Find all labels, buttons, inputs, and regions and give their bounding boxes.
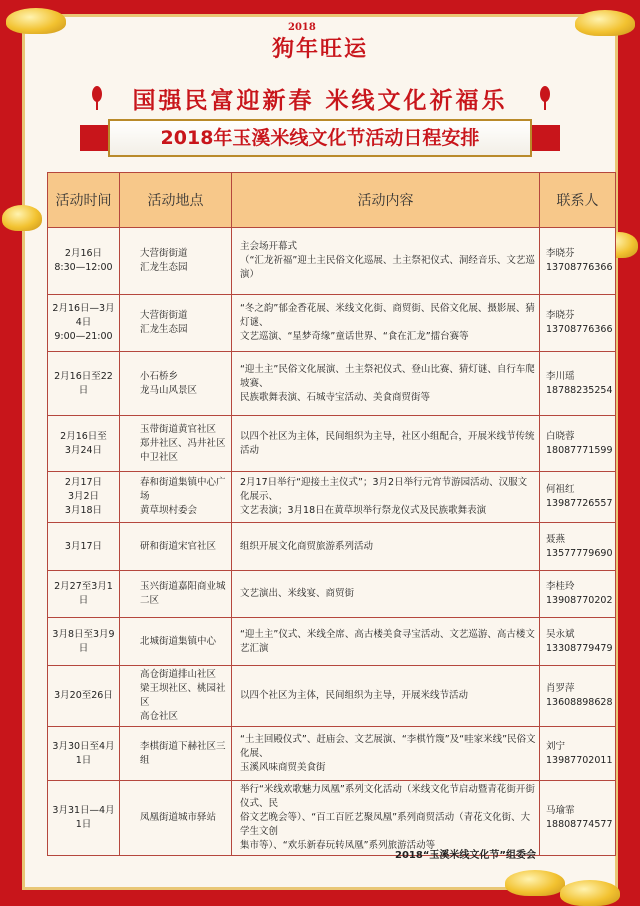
cell-location: 大营街街道 汇龙生态园 xyxy=(120,228,232,295)
gold-ingot-icon xyxy=(2,205,42,231)
table-row xyxy=(48,571,616,618)
cell-location: 玉带街道黄官社区 郑井社区、冯井社区 中卫社区 xyxy=(120,416,232,472)
header-contact: 联系人 xyxy=(540,173,616,228)
cell-time: 2月16日至22日 xyxy=(48,352,120,416)
header-time: 活动时间 xyxy=(48,173,120,228)
cell-time: 3月30日至4月1日 xyxy=(48,727,120,781)
cell-location: 北城街道集镇中心 xyxy=(120,618,232,666)
banner-wing-left xyxy=(80,125,110,151)
logo xyxy=(260,22,380,66)
cell-content: 文艺演出、米线宴、商贸街 xyxy=(232,571,540,618)
logo-year: 2018 xyxy=(288,22,316,33)
cell-contact: 李桂玲 13908770202 xyxy=(540,571,616,618)
page-title: 2018年玉溪米线文化节活动日程安排 xyxy=(108,119,532,157)
cell-content: 主会场开幕式 （“汇龙祈福”迎土主民俗文化巡展、土主祭祀仪式、洞经音乐、文艺巡演） xyxy=(232,228,540,295)
cell-contact: 李晓芬 13708776366 xyxy=(540,295,616,352)
table-row xyxy=(48,472,616,523)
table-row xyxy=(48,781,616,856)
banner-wing-right xyxy=(530,125,560,151)
table-row xyxy=(48,228,616,295)
cell-contact: 李川瑶 18788235254 xyxy=(540,352,616,416)
header-location: 活动地点 xyxy=(120,173,232,228)
cell-contact: 吴永斌 13308779479 xyxy=(540,618,616,666)
cell-contact: 聂燕 13577779690 xyxy=(540,523,616,571)
cell-time: 2月17日 3月2日 3月18日 xyxy=(48,472,120,523)
cell-location: 研和街道宋官社区 xyxy=(120,523,232,571)
cell-location: 高仓街道排山社区 梁王坝社区、桃园社区 高仓社区 xyxy=(120,666,232,727)
cell-time: 3月31日—4月1日 xyxy=(48,781,120,856)
slogan: 国强民富迎新春 米线文化祈福乐 xyxy=(132,87,508,114)
cell-location: 凤凰街道城市驿站 xyxy=(120,781,232,856)
cell-content: “迎土主”仪式、米线全席、高古楼美食寻宝活动、文艺巡游、高古楼文艺汇演 xyxy=(232,618,540,666)
gold-ingot-icon xyxy=(575,10,635,36)
schedule-table xyxy=(47,172,616,856)
cell-time: 2月16日至 3月24日 xyxy=(48,416,120,472)
cell-time: 3月20至26日 xyxy=(48,666,120,727)
table-row xyxy=(48,523,616,571)
cell-location: 李棋街道下赫社区三组 xyxy=(120,727,232,781)
table-row xyxy=(48,618,616,666)
cell-content: 2月17日举行“迎接土主仪式”；3月2日举行元宵节游园活动、汉服文化展示、 文艺表演；3月18日在黄草坝举行祭龙仪式及民族歌舞表演 xyxy=(232,472,540,523)
cell-location: 玉兴街道嘉阳商业城二区 xyxy=(120,571,232,618)
footer-organizer: 2018“玉溪米线文化节”组委会 xyxy=(395,850,536,861)
table-row xyxy=(48,295,616,352)
knot-icon xyxy=(540,86,550,102)
table-row xyxy=(48,727,616,781)
cell-contact: 何祖红 13987726557 xyxy=(540,472,616,523)
gold-ingot-icon xyxy=(560,880,620,906)
cell-content: 举行“米线欢歌魅力凤凰”系列文化活动（米线文化节启动暨青花街开街仪式、民 俗文艺晚会等）、“百工百匠艺聚凤凰”系列商贸活动（青花文化街、大学生文创 集市等）、“欢乐新春玩转凤凰”系列旅游活动等 xyxy=(232,781,540,856)
cell-content: 以四个社区为主体，民间组织为主导，开展米线节活动 xyxy=(232,666,540,727)
cell-location: 春和街道集镇中心广场 黄草坝村委会 xyxy=(120,472,232,523)
cell-contact: 白晓蓉 18087771599 xyxy=(540,416,616,472)
gold-ingot-icon xyxy=(505,870,565,896)
table-header-row xyxy=(48,173,616,228)
cell-location: 大营街街道 汇龙生态园 xyxy=(120,295,232,352)
cell-time: 3月17日 xyxy=(48,523,120,571)
table-row xyxy=(48,666,616,727)
cell-contact: 李晓芬 13708776366 xyxy=(540,228,616,295)
gold-ingot-icon xyxy=(6,8,66,34)
cell-time: 2月16日—3月4日 9:00—21:00 xyxy=(48,295,120,352)
cell-content: 组织开展文化商贸旅游系列活动 xyxy=(232,523,540,571)
cell-content: 以四个社区为主体，民间组织为主导，社区小组配合，开展米线节传统活动 xyxy=(232,416,540,472)
table-row xyxy=(48,416,616,472)
cell-content: “冬之韵”郁金香花展、米线文化街、商贸街、民俗文化展、摄影展、猜灯谜、 文艺巡演、“星梦奇缘”童话世界、“食在汇龙”擂台赛等 xyxy=(232,295,540,352)
cell-time: 3月8日至3月9日 xyxy=(48,618,120,666)
cell-location: 小石桥乡 龙马山风景区 xyxy=(120,352,232,416)
cell-content: “迎土主”民俗文化展演、土主祭祀仪式、登山比赛、猜灯谜、自行车爬坡赛、 民族歌舞表演、石城寺宝活动、美食商贸街等 xyxy=(232,352,540,416)
cell-time: 2月16日 8:30—12:00 xyxy=(48,228,120,295)
cell-contact: 刘宁 13987702011 xyxy=(540,727,616,781)
table-row xyxy=(48,352,616,416)
logo-text: 狗年旺运 xyxy=(271,36,368,62)
cell-contact: 肖罗萍 13608898628 xyxy=(540,666,616,727)
header-content: 活动内容 xyxy=(232,173,540,228)
cell-contact: 马瑜霏 18808774577 xyxy=(540,781,616,856)
cell-time: 2月27至3月1日 xyxy=(48,571,120,618)
cell-content: “土主回殿仪式”、赶庙会、文艺展演、“李棋竹篾”及“哇家米线”民俗文化展、 玉溪风味商贸美食街 xyxy=(232,727,540,781)
